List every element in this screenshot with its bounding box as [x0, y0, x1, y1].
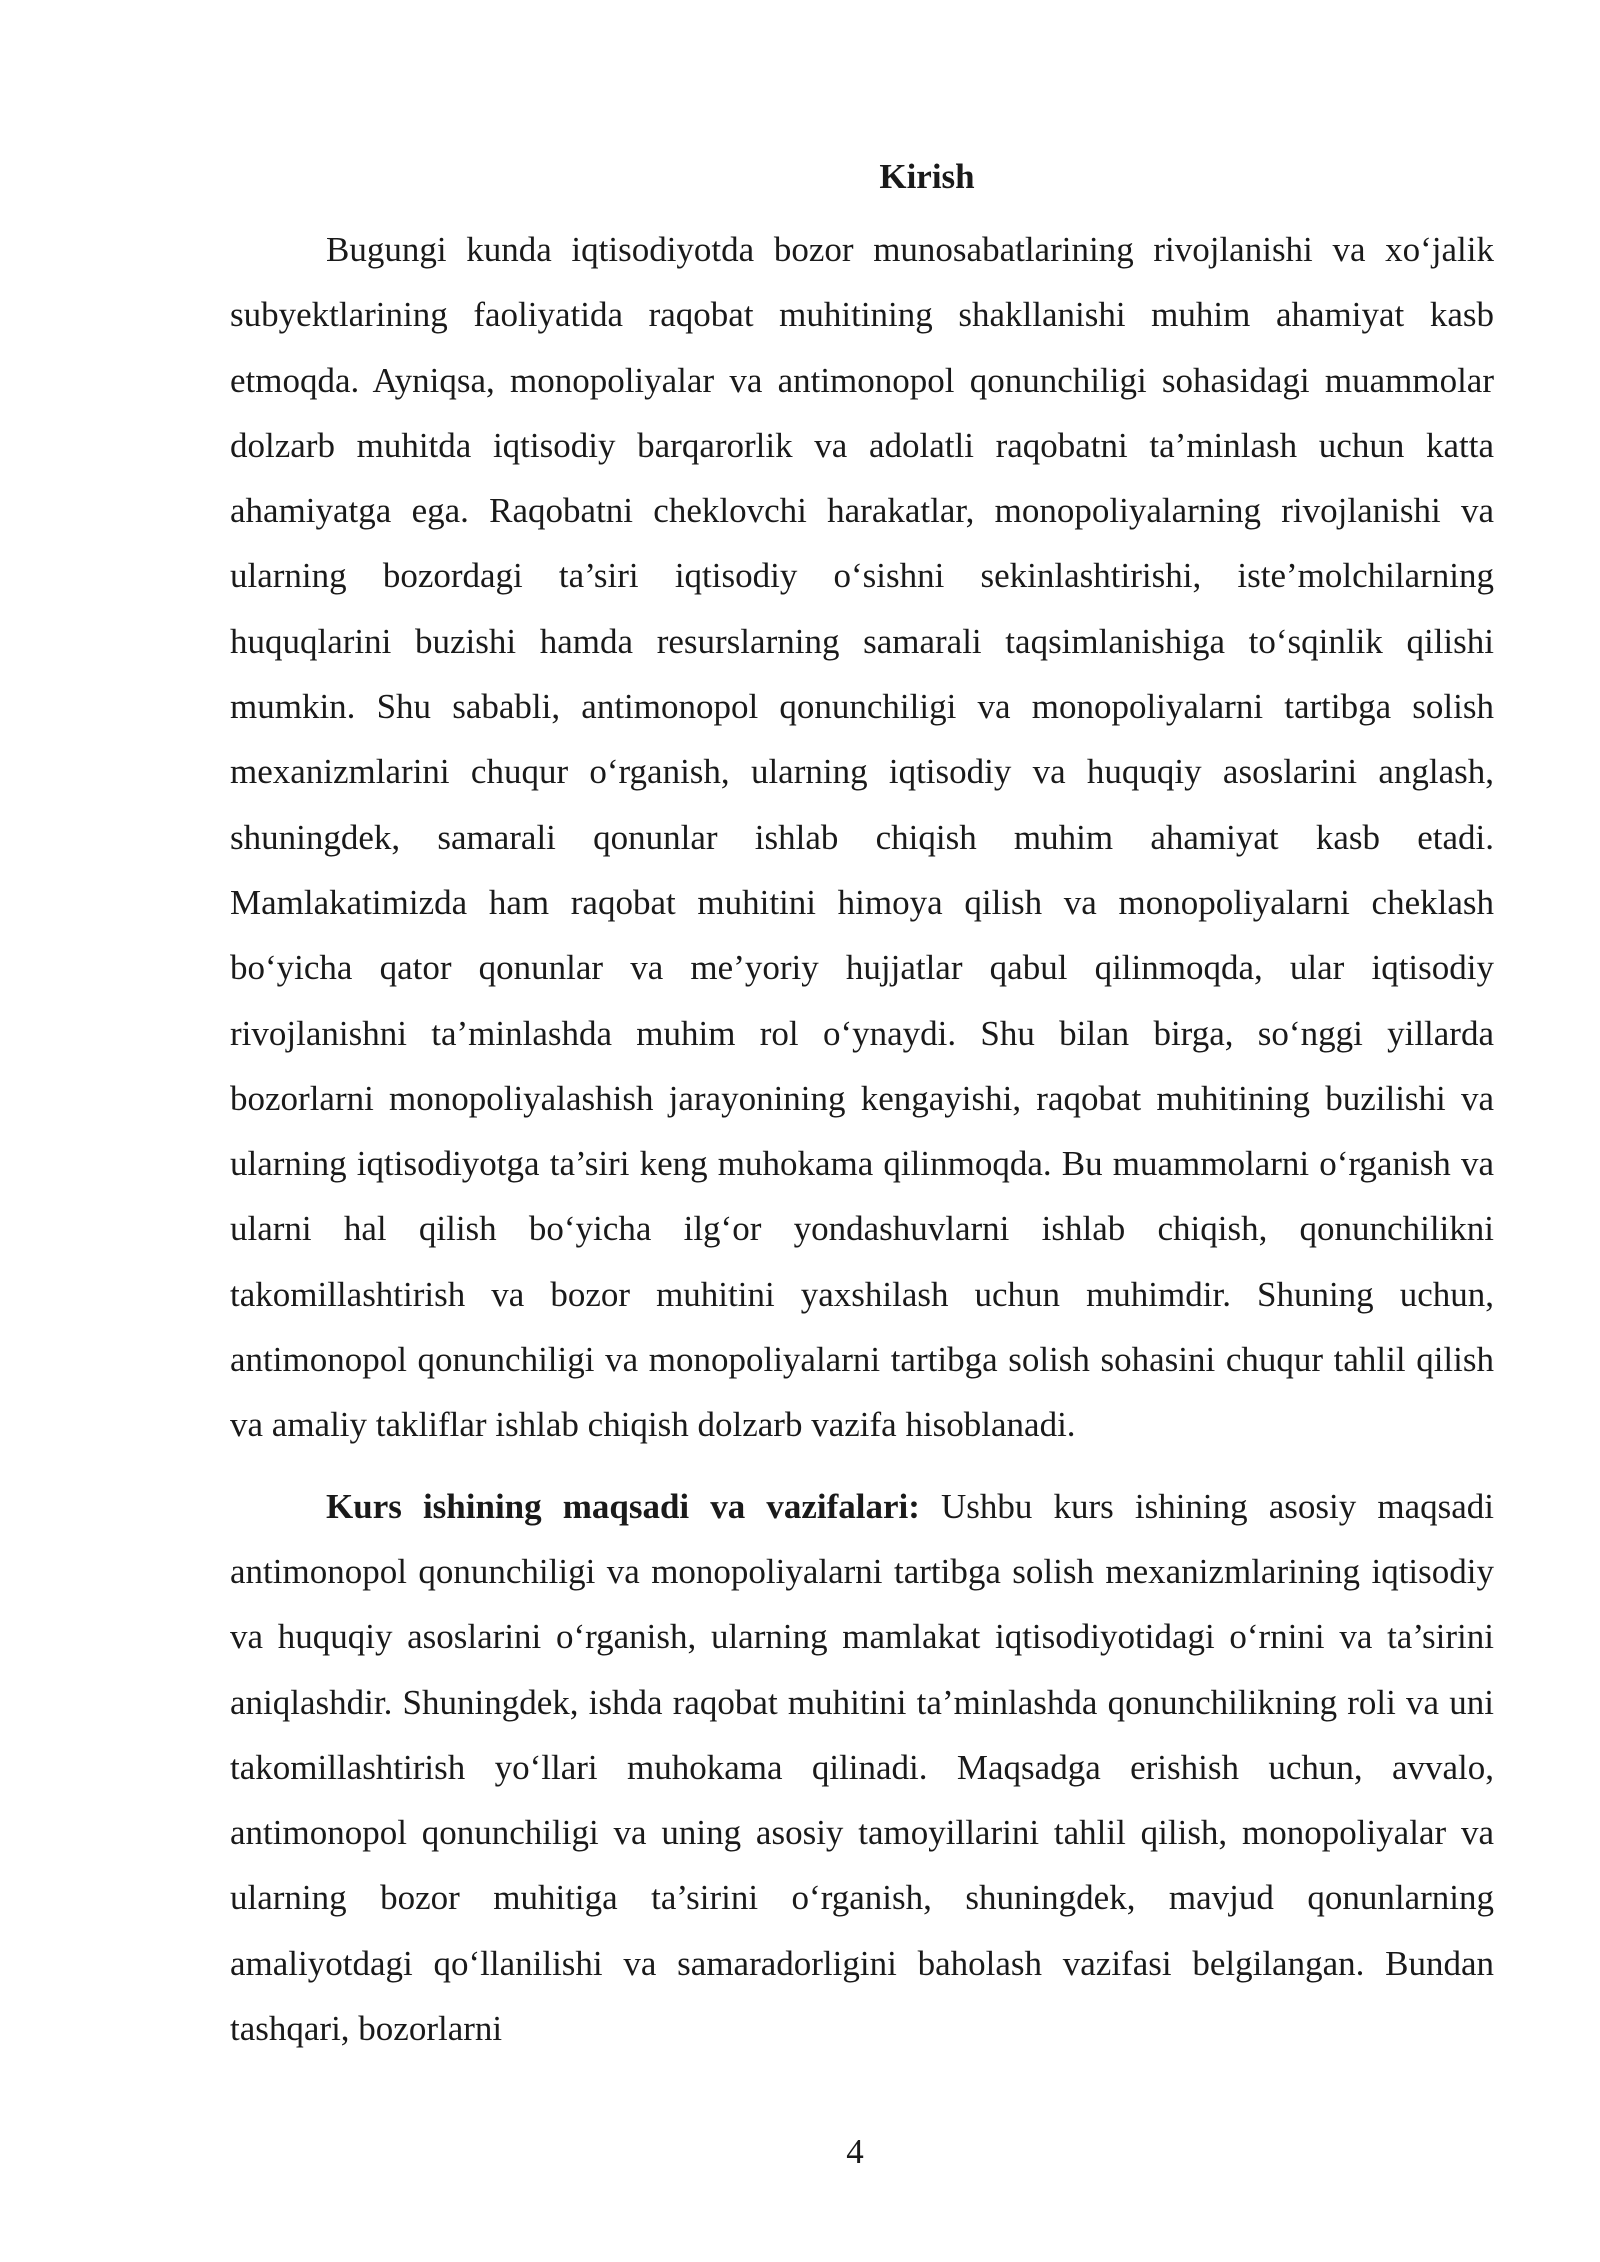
goals-paragraph	[230, 1474, 1494, 2062]
page-content	[230, 152, 1494, 2061]
goals-body: Ushbu kurs ishining asosiy maqsadi antimonopol qonunchiligi va monopoliyalarni tartibga solish mexanizmlarining iqtisodiy va huquqiy asoslarini oʻrganish, ularning mamlakat iqtisodiyotidagi oʻrnini va ta’sirini aniqlashdir. Shuningdek, ishda raqobat muhitini ta’minlashda qonunchilikning roli va uni takomillashtirish yoʻllari muhokama qilinadi. Maqsadga erishish uchun, avvalo, antimonopol qonunchiligi va uning asosiy tamoyillarini tahlil qilish, monopoliyalar va ularning bozor muhitiga ta’sirini oʻrganish, shuningdek, mavjud qonunlarning amaliyotdagi qoʻllanilishi va samaradorligini baholash vazifasi belgilangan. Bundan tashqari, bozorlarni	[230, 1486, 1494, 2049]
page-number: 4	[846, 2132, 864, 2171]
intro-paragraph: Bugungi kunda iqtisodiyotda bozor munosabatlarining rivojlanishi va xoʻjalik subyektlarining faoliyatida raqobat muhitining shakllanishi muhim ahamiyat kasb etmoqda. Ayniqsa, monopoliyalar va antimonopol qonunchiligi sohasidagi muammolar dolzarb muhitda iqtisodiy barqarorlik va adolatli raqobatni ta’minlash uchun katta ahamiyatga ega. Raqobatni cheklovchi harakatlar, monopoliyalarning rivojlanishi va ularning bozordagi ta’siri iqtisodiy oʻsishni sekinlashtirishi, iste’molchilarning huquqlarini buzishi hamda resurslarning samarali taqsimlanishiga toʻsqinlik qilishi mumkin. Shu sababli, antimonopol qonunchiligi va monopoliyalarni tartibga solish mexanizmlarini chuqur oʻrganish, ularning iqtisodiy va huquqiy asoslarini anglash, shuningdek, samarali qonunlar ishlab chiqish muhim ahamiyat kasb etadi. Mamlakatimizda ham raqobat muhitini himoya qilish va monopoliyalarni cheklash boʻyicha qator qonunlar va me’yoriy hujjatlar qabul qilinmoqda, ular iqtisodiy rivojlanishni ta’minlashda muhim rol oʻynaydi. Shu bilan birga, soʻnggi yillarda bozorlarni monopoliyalashish jarayonining kengayishi, raqobat muhitining buzilishi va ularning iqtisodiyotga ta’siri keng muhokama qilinmoqda. Bu muammolarni oʻrganish va ularni hal qilish boʻyicha ilgʻor yondashuvlarni ishlab chiqish, qonunchilikni takomillashtirish va bozor muhitini yaxshilash uchun muhimdir. Shuning uchun, antimonopol qonunchiligi va monopoliyalarni tartibga solish sohasini chuqur tahlil qilish va amaliy takliflar ishlab chiqish dolzarb vazifa hisoblanadi.	[230, 230, 1494, 1445]
section-heading: Kirish	[879, 157, 975, 196]
goals-lead: Kurs ishining maqsadi va vazifalari:	[326, 1486, 920, 1526]
